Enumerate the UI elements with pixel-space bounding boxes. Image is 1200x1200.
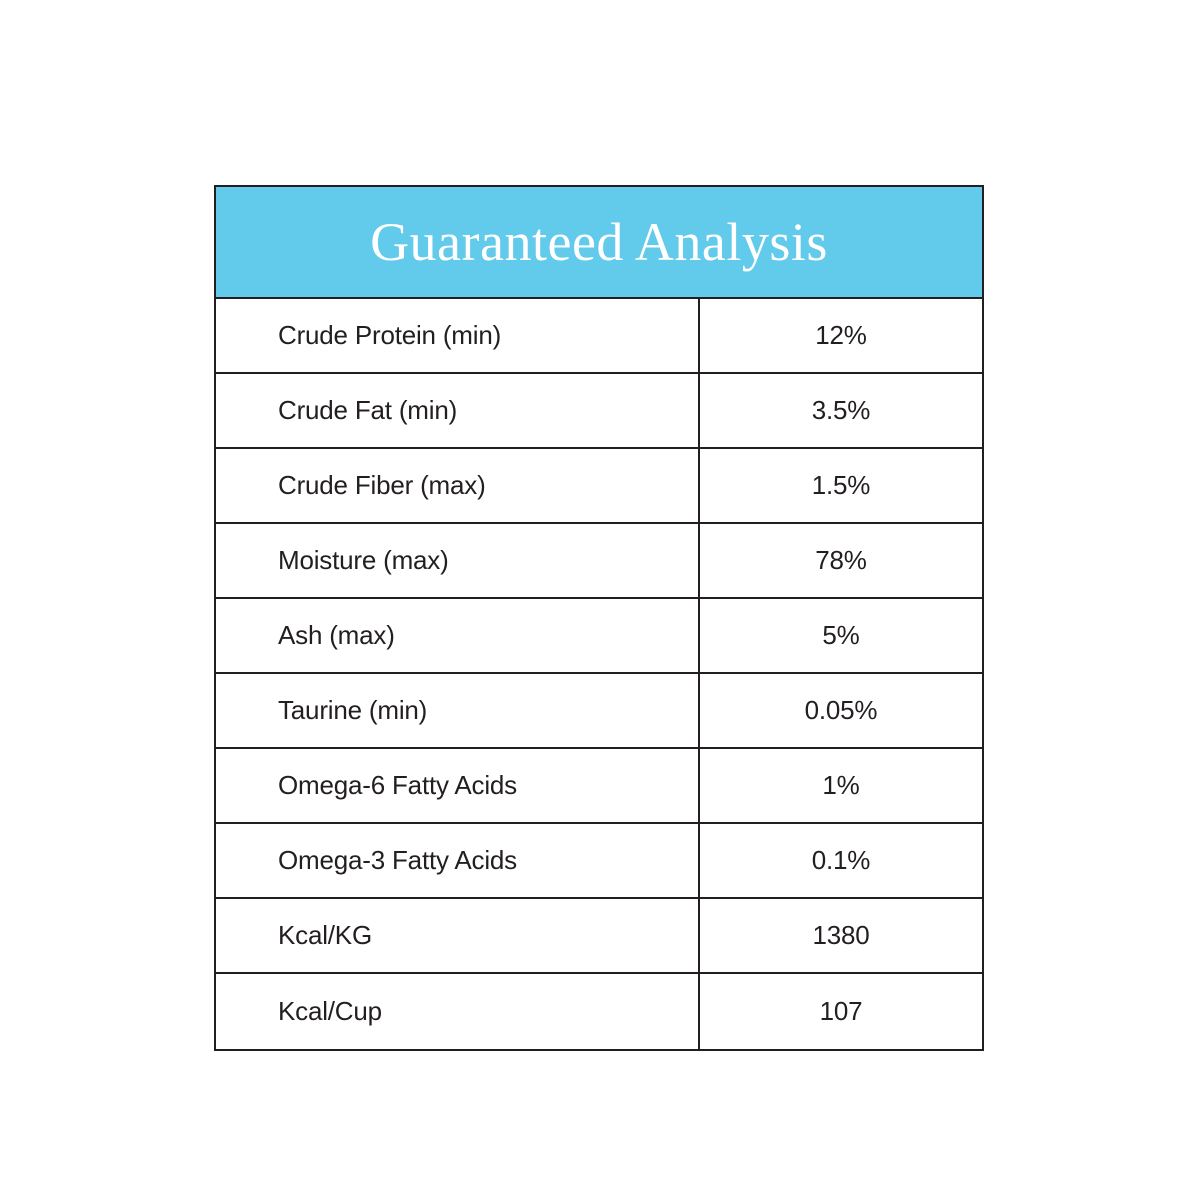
table-row (216, 749, 982, 824)
guaranteed-analysis-table (214, 185, 984, 1051)
table-row (216, 674, 982, 749)
nutrient-label: Omega-6 Fatty Acids (216, 749, 700, 822)
nutrient-label: Ash (max) (216, 599, 700, 672)
table-row (216, 899, 982, 974)
table-row (216, 449, 982, 524)
nutrient-label: Kcal/Cup (216, 974, 700, 1049)
nutrient-value: 1% (822, 770, 860, 800)
nutrient-label: Taurine (min) (216, 674, 700, 747)
table-row (216, 599, 982, 674)
table-row (216, 824, 982, 899)
nutrient-value: 3.5% (811, 395, 871, 425)
nutrient-label: Crude Fat (min) (216, 374, 700, 447)
nutrient-label: Omega-3 Fatty Acids (216, 824, 700, 897)
nutrient-value: 1380 (812, 920, 870, 950)
nutrient-value: 5% (822, 620, 860, 650)
nutrient-value: 0.1% (811, 845, 871, 875)
table-row (216, 374, 982, 449)
nutrient-value: 78% (815, 545, 867, 575)
nutrient-label: Crude Protein (min) (216, 299, 700, 372)
table-header (216, 187, 982, 299)
nutrient-value: 1.5% (811, 470, 871, 500)
table-title: Guaranteed Analysis (370, 212, 828, 272)
nutrient-value: 107 (819, 996, 863, 1026)
table-row (216, 524, 982, 599)
nutrient-label: Kcal/KG (216, 899, 700, 972)
table-row (216, 974, 982, 1049)
nutrient-label: Moisture (max) (216, 524, 700, 597)
nutrient-value: 12% (815, 320, 867, 350)
table-row (216, 299, 982, 374)
nutrient-value: 0.05% (804, 695, 878, 725)
table-body (216, 299, 982, 1049)
nutrient-label: Crude Fiber (max) (216, 449, 700, 522)
